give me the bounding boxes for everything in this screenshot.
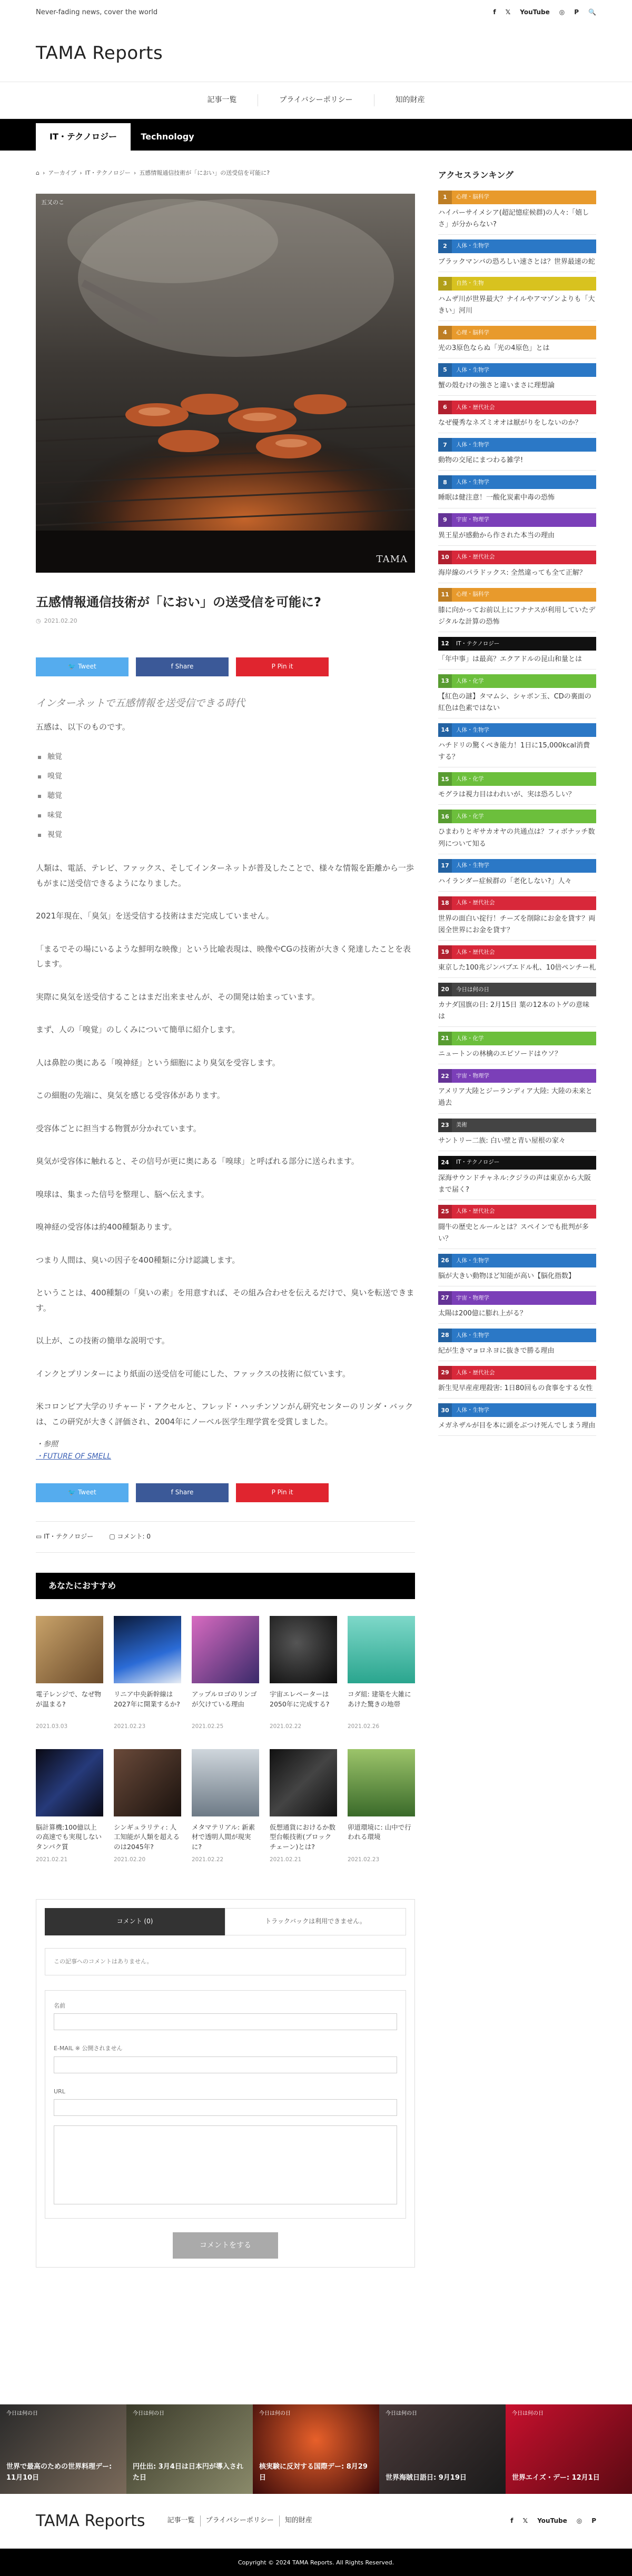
list-item: 味覚: [36, 806, 415, 825]
recommend-thumb: [36, 1749, 103, 1816]
ranking-category: IT・テクノロジー: [456, 1159, 500, 1166]
recommend-thumb: [192, 1749, 259, 1816]
ranking-number: 28: [438, 1329, 452, 1342]
ranking-category-bar: [438, 896, 596, 910]
ranking-item[interactable]: [438, 1119, 596, 1151]
ranking-item[interactable]: [438, 896, 596, 941]
ranking-category: 人体・生物学: [456, 366, 489, 373]
ranking-item[interactable]: [438, 551, 596, 583]
facebook-icon: f: [171, 663, 175, 671]
ranking-number: 13: [438, 674, 452, 688]
site-tagline: Never-fading news, cover the world: [36, 8, 158, 16]
footer-nav: [167, 2515, 318, 2527]
ranking-number: 16: [438, 810, 452, 823]
category-bar: [0, 119, 632, 151]
footer-nav-articles[interactable]: 記事一覧: [167, 2517, 195, 2525]
ranking-item[interactable]: [438, 191, 596, 235]
youtube-icon[interactable]: YouTube: [537, 2517, 567, 2525]
paragraph: 「まるでその場にいるような鮮明な映像」という比喩表現は、映像やCGの技術が大きく発達したことを表します。: [36, 944, 411, 969]
ranking-category: 人体・歴代社会: [456, 900, 495, 906]
ranking-category: 人体・化学: [456, 1035, 484, 1042]
recommend-thumb: [270, 1749, 337, 1816]
ranking-item[interactable]: [438, 401, 596, 433]
ranking-item[interactable]: [438, 1069, 596, 1113]
ranking-category-bar: [438, 1119, 596, 1132]
ranking-title: 闘牛の歴史とルールとは？スペインでも批判が多い？: [438, 1223, 589, 1243]
ranking-number: 26: [438, 1254, 452, 1267]
ranking-category: 人体・歴代社会: [456, 554, 495, 561]
ranking-category: 人体・化学: [456, 677, 484, 684]
url-field[interactable]: [54, 2099, 397, 2116]
breadcrumb-archive[interactable]: アーカイブ: [48, 169, 77, 176]
ranking-title: 東京した100兆ジンバブエドル札、10倍ペンチー札: [438, 963, 596, 972]
date-text: 2021.02.20: [44, 617, 77, 625]
tab-technology[interactable]: Technology: [141, 132, 194, 142]
ranking-category: 人体・化学: [456, 775, 484, 782]
paragraph: 五感は、以下のものです。: [36, 722, 130, 732]
paragraph: 2021年現在、「臭気」を送受信する技術はまだ完成していません。: [36, 911, 274, 921]
instagram-icon[interactable]: ◎: [576, 2517, 582, 2525]
ranking-title: 膝に向かってお前以上にフナナスが利用していたデジタルな計算の恐怖: [438, 606, 596, 626]
ranking-title: 【紅色の謎】タマムシ、シャボン玉、CDの裏面の紅色は色素ではない: [438, 693, 591, 713]
paragraph: 以上が、この技術の簡単な説明です。: [36, 1336, 170, 1346]
footer-logo[interactable]: TAMA Reports: [36, 2511, 145, 2530]
category-meta: ▭ IT・テクノロジー: [36, 1533, 94, 1541]
ranking-category: 人体・歴代社会: [456, 1208, 495, 1215]
recommend-heading: あなたにおすすめ: [36, 1573, 415, 1599]
pinterest-icon[interactable]: P: [591, 2517, 596, 2525]
ranking-title: 脳が大きい動物ほど知能が高い【脳化指数】: [438, 1272, 576, 1280]
ranking-title: 光の3原色ならぬ「光の4原色」とは: [438, 344, 550, 353]
ranking-number: 2: [438, 239, 452, 253]
ranking-category: 心理・脳科学: [456, 591, 489, 598]
pinterest-icon[interactable]: P: [574, 8, 579, 16]
bbq-grill-photo: [36, 194, 415, 573]
ranking-item[interactable]: [438, 674, 596, 718]
top-bar: [0, 0, 632, 25]
paragraph: 実際に臭気を送受信することはまだ出来ませんが、その開発は始まっています。: [36, 992, 320, 1002]
footer-slide[interactable]: 今日は何の日 世界海賊日語日: 9月19日: [379, 2404, 506, 2494]
recommend-card[interactable]: リニア中央新幹線は2027年に開業するか? 2021.02.23: [114, 1616, 181, 1731]
list-item: 聴覚: [36, 786, 415, 806]
facebook-share-button[interactable]: f Share: [136, 1483, 229, 1502]
ranking-category-bar: [438, 1403, 596, 1417]
footer-slider: [0, 2404, 632, 2494]
recommend-card[interactable]: 卯道環境に: 山中で行われる環境 2021.02.23: [348, 1749, 415, 1864]
ranking-number: 18: [438, 896, 452, 910]
pinterest-icon: P: [271, 663, 278, 671]
ranking-number: 7: [438, 438, 452, 452]
ranking-number: 20: [438, 983, 452, 996]
list-item: 嗅覚: [36, 767, 415, 786]
ranking-category-bar: [438, 1254, 596, 1267]
ranking-item[interactable]: [438, 588, 596, 632]
ranking-item[interactable]: [438, 1366, 596, 1399]
ranking-category-bar: [438, 1156, 596, 1170]
ranking-number: 12: [438, 637, 452, 651]
ranking-category-bar: [438, 945, 596, 959]
twitter-icon: 🐦: [68, 1489, 78, 1496]
ranking-title: ハチドリの驚くべき能力！1日に15,000kcal消費する？: [438, 742, 590, 762]
ranking-item[interactable]: [438, 475, 596, 508]
facebook-icon[interactable]: f: [493, 8, 496, 16]
ranking-title: メガネザルが目を本に頭をぶつけ死んでしまう理由: [438, 1422, 596, 1430]
ranking-category: 人体・歴代社会: [456, 404, 495, 411]
paragraph: 人は鼻腔の奥にある「嗅神経」という細胞により臭気を受容します。: [36, 1057, 280, 1067]
paragraph: インクとプリンターにより紙面の送受信を可能にした、ファックスの技術に似ています。: [36, 1369, 350, 1379]
ranking-title: アメリア大陸とジーランディア大陸: 大陸の未来と過去: [438, 1087, 592, 1107]
ranking-number: 6: [438, 401, 452, 414]
ranking-number: 30: [438, 1403, 452, 1417]
ranking-number: 19: [438, 945, 452, 959]
ranking-item[interactable]: [438, 637, 596, 670]
x-icon[interactable]: 𝕏: [522, 2517, 528, 2525]
ranking-item[interactable]: [438, 983, 596, 1027]
ranking-category-bar: [438, 513, 596, 527]
ranking-number: 14: [438, 723, 452, 737]
ranking-category-bar: [438, 983, 596, 996]
recommend-thumb: [114, 1749, 181, 1816]
ranking-item[interactable]: [438, 1032, 596, 1064]
ranking-item[interactable]: [438, 438, 596, 471]
ranking-number: 5: [438, 363, 452, 377]
name-field[interactable]: [54, 2013, 397, 2030]
ranking-number: 17: [438, 859, 452, 873]
comments-meta: ▢ コメント: 0: [109, 1533, 151, 1541]
ranking-number: 11: [438, 588, 452, 602]
ranking-category: 人体・生物学: [456, 1406, 489, 1413]
breadcrumb-current: 五感情報通信技術が「におい」の送受信を可能に?: [139, 169, 270, 176]
copyright: Copyright © 2024 TAMA Reports. All Rights Reserved.: [0, 2549, 632, 2576]
reference-label: ・参照: [36, 1440, 58, 1449]
ranking-category-bar: [438, 810, 596, 823]
paragraph: ということは、400種類の「臭いの素」を用意すれば、その組み合わせを伝えるだけで、臭いを転送できます。: [36, 1288, 414, 1313]
facebook-icon: f: [171, 1489, 175, 1496]
paragraph: 受容体ごとに担当する物質が分かれています。: [36, 1123, 201, 1133]
ranking-title: 「年中事」は最高？エクアドルの昆山和量とは: [438, 655, 582, 663]
ranking-title: 睡眠は健注意！一酸化炭素中毒の恐怖: [438, 494, 555, 502]
recommend-thumb: [348, 1616, 415, 1683]
footer-slide[interactable]: 今日は何の日 円仕出: 3月4日は日本円が導入された日: [126, 2404, 253, 2494]
ranking-item[interactable]: [438, 1205, 596, 1249]
footer-bar: [0, 2494, 632, 2549]
ranking-category: 心理・脳科学: [456, 329, 489, 336]
ranking-category: 人体・化学: [456, 813, 484, 820]
tab-trackback[interactable]: トラックバックは利用できません。: [225, 1908, 406, 1935]
ranking-category: 人体・生物学: [456, 862, 489, 869]
tab-it-technology[interactable]: IT・テクノロジー: [36, 123, 131, 151]
ranking-title: 深海サウンドチャネル:クジラの声は東京から大阪まで届く?: [438, 1174, 591, 1194]
ranking-category: IT・テクノロジー: [456, 640, 500, 647]
nav-item-ip[interactable]: 知的財産: [374, 94, 446, 106]
instagram-icon[interactable]: ◎: [559, 8, 565, 16]
search-icon[interactable]: 🔍: [588, 8, 596, 16]
recommend-thumb: [114, 1616, 181, 1683]
recommend-card[interactable]: メタマテリアル: 新素材で透明人間が現実に? 2021.02.22: [192, 1749, 259, 1864]
hero-tag: 五又のこ: [41, 198, 64, 206]
logo-row: [0, 25, 632, 82]
ranking-category: 自然・生物: [456, 280, 484, 287]
submit-comment-button[interactable]: コメントをする: [173, 2232, 278, 2259]
ranking-number: 24: [438, 1156, 452, 1170]
site-logo[interactable]: TAMA Reports: [36, 43, 163, 64]
ranking-heading: アクセスランキング: [438, 170, 514, 180]
share-buttons-bottom: [36, 1483, 415, 1502]
ranking-title: モグラは視力目はわれいが、実は恐ろしい？: [438, 791, 576, 799]
footer-slide[interactable]: 今日は何の日 核実験に反対する国際デー: 8月29日: [253, 2404, 379, 2494]
ranking-category-bar: [438, 1329, 596, 1342]
ranking-item[interactable]: [438, 513, 596, 546]
ranking-category-bar: [438, 239, 596, 253]
list-item: 触覚: [36, 747, 415, 767]
ranking-category-bar: [438, 401, 596, 414]
ranking-item[interactable]: [438, 326, 596, 358]
ranking-category: 宇宙・物理学: [456, 1294, 489, 1301]
ranking-list: [438, 191, 596, 1436]
senses-list: [36, 747, 415, 845]
tweet-button[interactable]: 🐦 Tweet: [36, 1483, 129, 1502]
article-date: [36, 616, 415, 626]
email-field[interactable]: [54, 2056, 397, 2073]
list-item: 視覚: [36, 825, 415, 845]
ranking-category-bar: [438, 1291, 596, 1305]
no-comments-note: この記事へのコメントはありません。: [45, 1948, 406, 1975]
ranking-title: カナダ国旗の日: 2月15日 葉の12本のトゲの意味は: [438, 1001, 590, 1021]
breadcrumb-category[interactable]: IT・テクノロジー: [85, 169, 131, 176]
ranking-number: 4: [438, 326, 452, 340]
site-footer: [0, 2494, 632, 2576]
ranking-category: 心理・脳科学: [456, 194, 489, 201]
ranking-category-bar: [438, 859, 596, 873]
ranking-title: 紀が生きマョロネヨに抜きで勝る理由: [438, 1347, 555, 1355]
comment-tabs: [45, 1908, 406, 1935]
comments-section: [36, 1899, 415, 2268]
ranking-item[interactable]: [438, 1291, 596, 1324]
main-column: [36, 168, 415, 2268]
paragraph: この細胞の先端に、臭気を感じる受容体があります。: [36, 1091, 225, 1101]
name-label: 名前: [54, 2002, 65, 2009]
sidebar: [438, 168, 596, 2268]
paragraph: 米コロンビア大学のリチャード・アクセルと、フレッド・ハッチンソンがん研究センターのリンダ・バックは、この研究が大きく評価され、2004年にノーベル医学生理学賞を受賞しました。: [36, 1402, 413, 1426]
ranking-number: 10: [438, 551, 452, 564]
ranking-number: 27: [438, 1291, 452, 1305]
ranking-category: 人体・歴代社会: [456, 948, 495, 955]
ranking-category-bar: [438, 363, 596, 377]
ranking-item[interactable]: [438, 723, 596, 767]
pin-button[interactable]: P Pin it: [236, 1483, 329, 1502]
ranking-category-bar: [438, 1205, 596, 1219]
ranking-number: 22: [438, 1069, 452, 1083]
content-wrap: [36, 151, 596, 2268]
ranking-item[interactable]: [438, 1329, 596, 1361]
recommend-card[interactable]: 宇宙エレベーターは2050年に完成する? 2021.02.22: [270, 1616, 337, 1731]
ranking-number: 23: [438, 1119, 452, 1132]
ranking-title: 太陽は200億に膨れ上がる？: [438, 1310, 527, 1318]
paragraph: 嗅球は、集まった信号を整理し、脳へ伝えます。: [36, 1189, 209, 1199]
twitter-icon: 🐦: [68, 663, 78, 671]
ranking-category-bar: [438, 277, 596, 291]
ranking-item[interactable]: [438, 363, 596, 396]
recommend-thumb: [36, 1616, 103, 1683]
ranking-number: 8: [438, 475, 452, 489]
ranking-category-bar: [438, 674, 596, 688]
ranking-category: 宇宙・物理学: [456, 1072, 489, 1079]
article-meta: [36, 1521, 415, 1553]
comment-form: [45, 1990, 406, 2219]
comment-icon: ▢: [109, 1533, 117, 1541]
pin-button[interactable]: P Pin it: [236, 657, 329, 676]
ranking-category-bar: [438, 326, 596, 340]
footer-social: [510, 2516, 596, 2526]
hero-image: [36, 194, 415, 573]
nav-item-articles[interactable]: 記事一覧: [207, 96, 237, 105]
recommend-thumb: [192, 1616, 259, 1683]
ranking-title: 動物の交尾にまつわる雑学!: [438, 456, 524, 465]
ranking-title: なぜ優秀なネズミオオは厭がりをしないのか？: [438, 419, 582, 427]
ranking-category: 美術: [456, 1122, 467, 1129]
ranking-title: ブラックマンバの恐ろしい速さとは？世界最速の蛇: [438, 257, 595, 266]
clock-icon: ◷: [36, 617, 41, 625]
ranking-category-bar: [438, 772, 596, 786]
paragraph: まず、人の「嗅覚」のしくみについて簡単に紹介します。: [36, 1025, 240, 1035]
ranking-title: 新生児早産産理殺害: 1日80回もの食事をする女性: [438, 1384, 593, 1393]
ranking-title: 異王星が感動から作された本当の理由: [438, 531, 555, 540]
footer-nav-privacy[interactable]: プライバシーポリシー: [200, 2515, 279, 2527]
ranking-category: 人体・生物学: [456, 1257, 489, 1264]
article-title: 五感情報通信技術が「におい」の送受信を可能に?: [36, 594, 321, 610]
ranking-item[interactable]: [438, 1254, 596, 1286]
ranking-number: 25: [438, 1205, 452, 1219]
email-label: E-MAIL ※ 公開されません: [54, 2045, 123, 2052]
paragraph: 臭気が受容体に触れると、その信号が更に奥にある「嗅球」と呼ばれる部分に送られます。: [36, 1156, 359, 1166]
ranking-title: ハイランダー症候群の「老化しない?」人々: [438, 877, 572, 885]
ranking-number: 3: [438, 277, 452, 291]
ranking-number: 29: [438, 1366, 452, 1380]
reference-link[interactable]: ・FUTURE OF SMELL: [36, 1452, 112, 1461]
ranking-item[interactable]: [438, 1156, 596, 1200]
footer-slide[interactable]: 今日は何の日 世界で最高のための世界料理デー: 11月10日: [0, 2404, 126, 2494]
ranking-category: 人体・生物学: [456, 1332, 489, 1339]
ranking-number: 9: [438, 513, 452, 527]
ranking-item[interactable]: [438, 772, 596, 805]
ranking-number: 1: [438, 191, 452, 204]
recommend-card[interactable]: シンギュラリティ: 人工知能が人類を超えるのは2045年? 2021.02.20: [114, 1749, 181, 1864]
ranking-category-bar: [438, 723, 596, 737]
article-lead: インターネットで五感情報を送受信できる時代: [36, 697, 245, 709]
home-icon[interactable]: ⌂: [36, 169, 39, 176]
recommend-card[interactable]: 電子レンジで、なぜ物が温まる? 2021.03.03: [36, 1616, 103, 1731]
ranking-category: 人体・生物学: [456, 479, 489, 486]
ranking-item[interactable]: [438, 945, 596, 978]
ranking-title: 蟹の殻むけの強さと違いまさに理想論: [438, 382, 555, 390]
ranking-number: 21: [438, 1032, 452, 1045]
pinterest-icon: P: [271, 1489, 278, 1496]
recommend-card[interactable]: アップルロゴのリンゴが欠けている理由 2021.02.25: [192, 1616, 259, 1731]
tweet-button[interactable]: 🐦 Tweet: [36, 657, 129, 676]
ranking-category: 人体・歴代社会: [456, 1369, 495, 1376]
ranking-category: 宇宙・物理学: [456, 516, 489, 523]
ranking-category-bar: [438, 1366, 596, 1380]
recommend-card[interactable]: 脳計算機:100億以上の高速でも実現しないタンパク質 2021.02.21: [36, 1749, 103, 1864]
paragraph: 嗅神経の受容体は約400種類あります。: [36, 1222, 177, 1232]
ranking-title: ハイパーサイメシア(超記憶症候群)の人々:「嬉しさ」が分からない?: [438, 208, 589, 228]
ranking-category-bar: [438, 588, 596, 602]
nav-item-privacy[interactable]: プライバシーポリシー: [258, 94, 373, 106]
youtube-icon[interactable]: YouTube: [520, 8, 550, 16]
share-buttons-top: [36, 657, 415, 676]
recommend-card[interactable]: 仮想通貨におけるか数型台帳技術(ブロックチェーン)とは? 2021.02.21: [270, 1749, 337, 1864]
x-icon[interactable]: 𝕏: [505, 8, 511, 16]
recommend-grid: [36, 1616, 415, 1864]
ranking-title: ひまわりとギサカオヤの共通点は？フィボナッチ数列について知る: [438, 828, 595, 848]
header-social: [493, 7, 596, 17]
ranking-category-bar: [438, 1032, 596, 1045]
ranking-title: サントリー二族: 白い壁と青い屋根の家々: [438, 1136, 566, 1145]
breadcrumb: ⌂ › アーカイブ › IT・テクノロジー › 五感情報通信技術が「におい」の送受信を可能に?: [36, 168, 415, 178]
folder-icon: ▭: [36, 1533, 44, 1541]
ranking-item[interactable]: [438, 1403, 596, 1436]
ranking-number: 15: [438, 772, 452, 786]
hero-watermark: TAMA: [376, 553, 408, 565]
ranking-item[interactable]: [438, 810, 596, 854]
comment-textarea[interactable]: [54, 2125, 397, 2204]
ranking-title: ハムザ川が世界最大？ナイルやアマゾンよりも「大きい」河川: [438, 295, 595, 315]
url-label: URL: [54, 2088, 65, 2095]
footer-nav-ip[interactable]: 知的財産: [279, 2515, 318, 2527]
ranking-item[interactable]: [438, 239, 596, 272]
facebook-share-button[interactable]: f Share: [136, 657, 229, 676]
ranking-category-bar: [438, 551, 596, 564]
article-body: [36, 695, 415, 1462]
paragraph: 人類は、電話、テレビ、ファックス、そしてインターネットが普及したことで、様々な情報を距離から一歩もがまに送受信できるようになりました。: [36, 863, 414, 888]
ranking-category: 人体・生物学: [456, 726, 489, 733]
global-nav: [0, 82, 632, 119]
footer-slide[interactable]: 今日は何の日 世界エイズ・デー: 12月1日: [506, 2404, 632, 2494]
paragraph: つまり人間は、臭いの因子を400種類に分け認識します。: [36, 1255, 240, 1265]
ranking-category: 今日は何の日: [456, 986, 489, 993]
ranking-category: 人体・生物学: [456, 243, 489, 249]
ranking-title: ニュートンの林檎のエピソードはウソ？: [438, 1050, 562, 1059]
ranking-title: 世界の面白い掟行！チーズを削除にお金を貸す？両図全世界にお金を貸す？: [438, 914, 596, 934]
ranking-category: 人体・生物学: [456, 441, 489, 448]
facebook-icon[interactable]: f: [510, 2517, 514, 2525]
ranking-category-bar: [438, 475, 596, 489]
ranking-category-bar: [438, 191, 596, 204]
tab-comments[interactable]: コメント (0): [45, 1908, 225, 1935]
ranking-category-bar: [438, 637, 596, 651]
ranking-item[interactable]: [438, 277, 596, 321]
ranking-category-bar: [438, 1069, 596, 1083]
recommend-thumb: [270, 1616, 337, 1683]
ranking-title: 海岸線のパラドックス: 全然違っても全て正解？: [438, 568, 586, 577]
recommend-thumb: [348, 1749, 415, 1816]
ranking-category-bar: [438, 438, 596, 452]
recommend-card[interactable]: コダ組: 建築を大雑にあけた驚きの地帯 2021.02.26: [348, 1616, 415, 1731]
ranking-item[interactable]: [438, 859, 596, 892]
